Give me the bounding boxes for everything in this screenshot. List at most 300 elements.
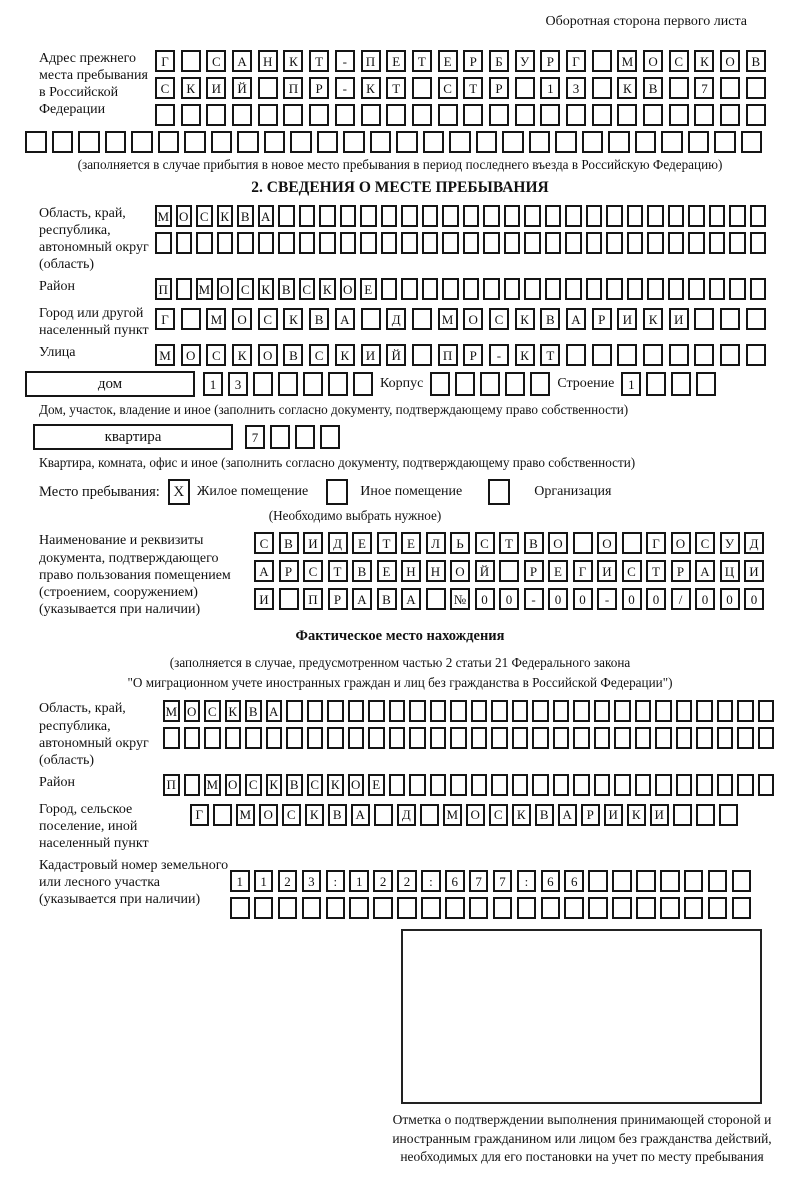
char-box[interactable]: А — [695, 560, 715, 582]
char-box[interactable] — [608, 131, 630, 153]
char-box[interactable] — [381, 205, 398, 227]
char-box[interactable]: Е — [438, 50, 458, 72]
char-box[interactable] — [694, 104, 714, 126]
char-box[interactable]: Е — [401, 532, 421, 554]
char-box[interactable] — [463, 205, 480, 227]
char-box[interactable]: Г — [155, 50, 175, 72]
char-box[interactable]: И — [604, 804, 623, 826]
char-box[interactable]: О — [548, 532, 568, 554]
char-box[interactable]: 0 — [646, 588, 666, 610]
char-box[interactable] — [463, 104, 483, 126]
char-box[interactable]: К — [217, 205, 234, 227]
char-box[interactable]: К — [643, 308, 663, 330]
char-box[interactable]: М — [617, 50, 637, 72]
char-box[interactable] — [750, 278, 767, 300]
char-box[interactable] — [286, 727, 303, 749]
char-box[interactable] — [655, 774, 672, 796]
char-box[interactable] — [463, 278, 480, 300]
char-box[interactable] — [232, 104, 252, 126]
char-box[interactable] — [295, 425, 315, 449]
checkbox-residential[interactable]: X — [168, 479, 190, 505]
char-box[interactable]: Т — [540, 344, 560, 366]
char-box[interactable]: 0 — [744, 588, 764, 610]
char-box[interactable]: П — [361, 50, 381, 72]
char-box[interactable]: - — [335, 77, 355, 99]
char-box[interactable] — [368, 727, 385, 749]
char-box[interactable] — [327, 727, 344, 749]
char-box[interactable] — [258, 232, 275, 254]
char-box[interactable] — [309, 104, 329, 126]
char-box[interactable] — [442, 232, 459, 254]
char-box[interactable] — [422, 205, 439, 227]
char-box[interactable]: Т — [499, 532, 519, 554]
char-box[interactable] — [737, 727, 754, 749]
char-box[interactable] — [676, 700, 693, 722]
char-box[interactable] — [565, 232, 582, 254]
char-box[interactable]: 0 — [720, 588, 740, 610]
char-box[interactable]: В — [540, 308, 560, 330]
char-box[interactable]: В — [524, 532, 544, 554]
char-box[interactable] — [717, 727, 734, 749]
char-box[interactable]: А — [351, 804, 370, 826]
char-box[interactable]: У — [720, 532, 740, 554]
char-box[interactable] — [502, 131, 524, 153]
char-box[interactable]: О — [259, 804, 278, 826]
char-box[interactable] — [660, 897, 680, 919]
char-box[interactable] — [647, 278, 664, 300]
char-box[interactable] — [684, 897, 704, 919]
char-box[interactable] — [532, 774, 549, 796]
char-box[interactable] — [545, 205, 562, 227]
char-box[interactable]: 2 — [278, 870, 298, 892]
char-box[interactable] — [643, 344, 663, 366]
char-box[interactable] — [445, 897, 465, 919]
char-box[interactable]: Р — [592, 308, 612, 330]
char-box[interactable]: Т — [377, 532, 397, 554]
char-box[interactable] — [582, 131, 604, 153]
char-box[interactable] — [553, 727, 570, 749]
char-box[interactable]: Р — [279, 560, 299, 582]
char-box[interactable] — [442, 205, 459, 227]
char-box[interactable] — [573, 532, 593, 554]
char-box[interactable]: Е — [386, 50, 406, 72]
char-box[interactable] — [491, 700, 508, 722]
char-box[interactable] — [594, 727, 611, 749]
char-box[interactable] — [381, 232, 398, 254]
char-box[interactable]: Т — [412, 50, 432, 72]
char-box[interactable]: К — [515, 308, 535, 330]
char-box[interactable]: К — [283, 308, 303, 330]
char-box[interactable]: Ц — [720, 560, 740, 582]
char-box[interactable]: 1 — [203, 372, 223, 396]
char-box[interactable] — [758, 700, 775, 722]
char-box[interactable]: : — [326, 870, 346, 892]
char-box[interactable]: И — [206, 77, 226, 99]
char-box[interactable] — [635, 774, 652, 796]
char-box[interactable] — [565, 278, 582, 300]
char-box[interactable] — [279, 588, 299, 610]
char-box[interactable]: О — [463, 308, 483, 330]
char-box[interactable]: 1 — [621, 372, 641, 396]
char-box[interactable]: Н — [401, 560, 421, 582]
char-box[interactable]: : — [517, 870, 537, 892]
char-box[interactable] — [493, 897, 513, 919]
char-box[interactable] — [504, 232, 521, 254]
char-box[interactable] — [635, 700, 652, 722]
char-box[interactable]: 0 — [475, 588, 495, 610]
char-box[interactable] — [669, 344, 689, 366]
char-box[interactable] — [592, 344, 612, 366]
char-box[interactable] — [204, 727, 221, 749]
char-box[interactable] — [163, 727, 180, 749]
char-box[interactable] — [412, 77, 432, 99]
char-box[interactable]: - — [524, 588, 544, 610]
char-box[interactable] — [708, 870, 728, 892]
char-box[interactable] — [668, 205, 685, 227]
char-box[interactable]: К — [361, 77, 381, 99]
char-box[interactable] — [614, 700, 631, 722]
char-box[interactable] — [524, 232, 541, 254]
char-box[interactable]: М — [438, 308, 458, 330]
char-box[interactable]: П — [303, 588, 323, 610]
char-box[interactable] — [348, 727, 365, 749]
char-box[interactable]: П — [155, 278, 172, 300]
char-box[interactable] — [196, 232, 213, 254]
char-box[interactable] — [483, 205, 500, 227]
char-box[interactable] — [505, 372, 525, 396]
char-box[interactable] — [573, 700, 590, 722]
char-box[interactable] — [717, 774, 734, 796]
char-box[interactable]: М — [236, 804, 255, 826]
char-box[interactable] — [266, 727, 283, 749]
char-box[interactable] — [401, 232, 418, 254]
char-box[interactable] — [512, 700, 529, 722]
char-box[interactable] — [430, 372, 450, 396]
char-box[interactable]: 2 — [373, 870, 393, 892]
char-box[interactable]: К — [232, 344, 252, 366]
char-box[interactable]: К — [627, 804, 646, 826]
char-box[interactable] — [529, 131, 551, 153]
char-box[interactable]: О — [671, 532, 691, 554]
char-box[interactable]: С — [282, 804, 301, 826]
char-box[interactable]: О — [258, 344, 278, 366]
char-box[interactable] — [669, 104, 689, 126]
char-box[interactable]: М — [155, 344, 175, 366]
char-box[interactable] — [614, 727, 631, 749]
char-box[interactable] — [741, 131, 763, 153]
char-box[interactable] — [714, 131, 736, 153]
char-box[interactable] — [720, 308, 740, 330]
char-box[interactable]: П — [283, 77, 303, 99]
char-box[interactable] — [290, 131, 312, 153]
char-box[interactable] — [401, 278, 418, 300]
char-box[interactable] — [184, 131, 206, 153]
char-box[interactable]: С — [204, 700, 221, 722]
char-box[interactable] — [588, 870, 608, 892]
char-box[interactable] — [694, 344, 714, 366]
char-box[interactable] — [586, 278, 603, 300]
char-box[interactable] — [517, 897, 537, 919]
char-box[interactable]: О — [720, 50, 740, 72]
char-box[interactable] — [278, 372, 298, 396]
char-box[interactable]: 7 — [493, 870, 513, 892]
char-box[interactable] — [302, 897, 322, 919]
char-box[interactable] — [540, 104, 560, 126]
char-box[interactable] — [471, 727, 488, 749]
char-box[interactable] — [565, 205, 582, 227]
char-box[interactable]: И — [361, 344, 381, 366]
char-box[interactable] — [709, 278, 726, 300]
char-box[interactable] — [592, 77, 612, 99]
char-box[interactable] — [694, 308, 714, 330]
char-box[interactable] — [253, 372, 273, 396]
char-box[interactable] — [184, 727, 201, 749]
char-box[interactable] — [449, 131, 471, 153]
char-box[interactable] — [423, 131, 445, 153]
char-box[interactable] — [566, 104, 586, 126]
char-box[interactable] — [254, 897, 274, 919]
char-box[interactable]: М — [155, 205, 172, 227]
char-box[interactable] — [317, 131, 339, 153]
char-box[interactable]: № — [450, 588, 470, 610]
char-box[interactable]: П — [438, 344, 458, 366]
char-box[interactable]: - — [597, 588, 617, 610]
char-box[interactable] — [655, 727, 672, 749]
char-box[interactable] — [647, 232, 664, 254]
char-box[interactable]: М — [163, 700, 180, 722]
char-box[interactable]: Г — [573, 560, 593, 582]
char-box[interactable]: Т — [328, 560, 348, 582]
char-box[interactable] — [340, 205, 357, 227]
char-box[interactable] — [573, 774, 590, 796]
char-box[interactable] — [299, 232, 316, 254]
char-box[interactable]: 3 — [228, 372, 248, 396]
char-box[interactable] — [360, 232, 377, 254]
char-box[interactable] — [25, 131, 47, 153]
char-box[interactable]: К — [181, 77, 201, 99]
char-box[interactable] — [688, 232, 705, 254]
char-box[interactable] — [532, 700, 549, 722]
char-box[interactable] — [586, 205, 603, 227]
char-box[interactable] — [545, 278, 562, 300]
char-box[interactable]: А — [258, 205, 275, 227]
char-box[interactable] — [211, 131, 233, 153]
char-box[interactable] — [709, 232, 726, 254]
char-box[interactable] — [326, 897, 346, 919]
char-box[interactable]: А — [566, 308, 586, 330]
char-box[interactable] — [627, 232, 644, 254]
char-box[interactable]: С — [438, 77, 458, 99]
char-box[interactable]: Р — [489, 77, 509, 99]
char-box[interactable] — [489, 104, 509, 126]
char-box[interactable] — [450, 700, 467, 722]
char-box[interactable] — [348, 700, 365, 722]
char-box[interactable]: А — [352, 588, 372, 610]
char-box[interactable] — [412, 104, 432, 126]
char-box[interactable]: К — [266, 774, 283, 796]
char-box[interactable] — [217, 232, 234, 254]
char-box[interactable]: С — [258, 308, 278, 330]
char-box[interactable] — [524, 278, 541, 300]
char-box[interactable]: 1 — [230, 870, 250, 892]
char-box[interactable]: О — [181, 344, 201, 366]
char-box[interactable] — [181, 308, 201, 330]
char-box[interactable]: Й — [386, 344, 406, 366]
char-box[interactable] — [278, 205, 295, 227]
char-box[interactable] — [340, 232, 357, 254]
char-box[interactable] — [422, 232, 439, 254]
char-box[interactable] — [750, 205, 767, 227]
char-box[interactable] — [737, 774, 754, 796]
char-box[interactable] — [661, 131, 683, 153]
char-box[interactable] — [586, 232, 603, 254]
char-box[interactable] — [746, 344, 766, 366]
char-box[interactable]: 2 — [397, 870, 417, 892]
char-box[interactable]: Н — [258, 50, 278, 72]
char-box[interactable] — [696, 372, 716, 396]
char-box[interactable] — [360, 205, 377, 227]
char-box[interactable] — [646, 372, 666, 396]
char-box[interactable]: Е — [377, 560, 397, 582]
char-box[interactable] — [430, 700, 447, 722]
char-box[interactable]: О — [217, 278, 234, 300]
char-box[interactable]: К — [617, 77, 637, 99]
char-box[interactable] — [636, 897, 656, 919]
char-box[interactable] — [669, 77, 689, 99]
char-box[interactable] — [386, 104, 406, 126]
char-box[interactable] — [612, 870, 632, 892]
char-box[interactable]: 7 — [245, 425, 265, 449]
char-box[interactable]: О — [176, 205, 193, 227]
char-box[interactable] — [655, 700, 672, 722]
char-box[interactable] — [286, 700, 303, 722]
char-box[interactable] — [592, 104, 612, 126]
char-box[interactable] — [264, 131, 286, 153]
char-box[interactable]: О — [466, 804, 485, 826]
char-box[interactable]: Й — [232, 77, 252, 99]
char-box[interactable]: В — [245, 700, 262, 722]
char-box[interactable]: П — [163, 774, 180, 796]
char-box[interactable] — [635, 727, 652, 749]
char-box[interactable]: Д — [328, 532, 348, 554]
char-box[interactable] — [307, 700, 324, 722]
checkbox-organization[interactable] — [488, 479, 510, 505]
char-box[interactable] — [409, 700, 426, 722]
char-box[interactable]: 1 — [540, 77, 560, 99]
char-box[interactable] — [353, 372, 373, 396]
char-box[interactable] — [155, 232, 172, 254]
char-box[interactable]: К — [225, 700, 242, 722]
char-box[interactable] — [303, 372, 323, 396]
char-box[interactable]: М — [206, 308, 226, 330]
char-box[interactable] — [206, 104, 226, 126]
char-box[interactable] — [555, 131, 577, 153]
char-box[interactable]: 7 — [469, 870, 489, 892]
char-box[interactable]: - — [335, 50, 355, 72]
char-box[interactable] — [225, 727, 242, 749]
char-box[interactable] — [299, 205, 316, 227]
char-box[interactable]: Р — [581, 804, 600, 826]
char-box[interactable] — [455, 372, 475, 396]
char-box[interactable]: 6 — [445, 870, 465, 892]
char-box[interactable] — [696, 727, 713, 749]
char-box[interactable] — [636, 870, 656, 892]
char-box[interactable] — [258, 77, 278, 99]
char-box[interactable] — [622, 532, 642, 554]
char-box[interactable] — [732, 870, 752, 892]
char-box[interactable]: Е — [548, 560, 568, 582]
char-box[interactable] — [594, 774, 611, 796]
char-box[interactable]: К — [694, 50, 714, 72]
char-box[interactable] — [717, 700, 734, 722]
char-box[interactable]: В — [535, 804, 554, 826]
char-box[interactable]: О — [340, 278, 357, 300]
char-box[interactable] — [245, 727, 262, 749]
char-box[interactable]: Е — [360, 278, 377, 300]
char-box[interactable]: И — [669, 308, 689, 330]
char-box[interactable]: С — [489, 308, 509, 330]
char-box[interactable] — [389, 774, 406, 796]
char-box[interactable] — [627, 205, 644, 227]
char-box[interactable] — [617, 344, 637, 366]
char-box[interactable]: Н — [426, 560, 446, 582]
char-box[interactable]: И — [650, 804, 669, 826]
char-box[interactable]: В — [309, 308, 329, 330]
char-box[interactable]: Г — [190, 804, 209, 826]
char-box[interactable] — [696, 804, 715, 826]
char-box[interactable] — [660, 870, 680, 892]
char-box[interactable] — [181, 50, 201, 72]
char-box[interactable]: О — [232, 308, 252, 330]
char-box[interactable] — [676, 727, 693, 749]
char-box[interactable] — [78, 131, 100, 153]
char-box[interactable] — [155, 104, 175, 126]
char-box[interactable] — [746, 104, 766, 126]
char-box[interactable] — [719, 804, 738, 826]
char-box[interactable]: К — [283, 50, 303, 72]
char-box[interactable] — [643, 104, 663, 126]
char-box[interactable] — [668, 278, 685, 300]
char-box[interactable] — [729, 205, 746, 227]
char-box[interactable] — [606, 278, 623, 300]
char-box[interactable] — [684, 870, 704, 892]
char-box[interactable]: Р — [540, 50, 560, 72]
char-box[interactable]: С — [307, 774, 324, 796]
char-box[interactable] — [438, 104, 458, 126]
char-box[interactable]: С — [475, 532, 495, 554]
char-box[interactable]: В — [746, 50, 766, 72]
char-box[interactable] — [553, 700, 570, 722]
char-box[interactable]: И — [254, 588, 274, 610]
char-box[interactable]: Р — [671, 560, 691, 582]
char-box[interactable] — [131, 131, 153, 153]
char-box[interactable] — [729, 232, 746, 254]
char-box[interactable]: Р — [309, 77, 329, 99]
char-box[interactable] — [319, 205, 336, 227]
char-box[interactable] — [450, 727, 467, 749]
char-box[interactable] — [328, 372, 348, 396]
char-box[interactable]: Д — [744, 532, 764, 554]
char-box[interactable] — [720, 77, 740, 99]
char-box[interactable] — [374, 804, 393, 826]
char-box[interactable]: 0 — [548, 588, 568, 610]
char-box[interactable]: С — [237, 278, 254, 300]
char-box[interactable] — [614, 774, 631, 796]
char-box[interactable]: С — [489, 804, 508, 826]
char-box[interactable]: Т — [386, 77, 406, 99]
char-box[interactable] — [430, 727, 447, 749]
char-box[interactable] — [320, 425, 340, 449]
